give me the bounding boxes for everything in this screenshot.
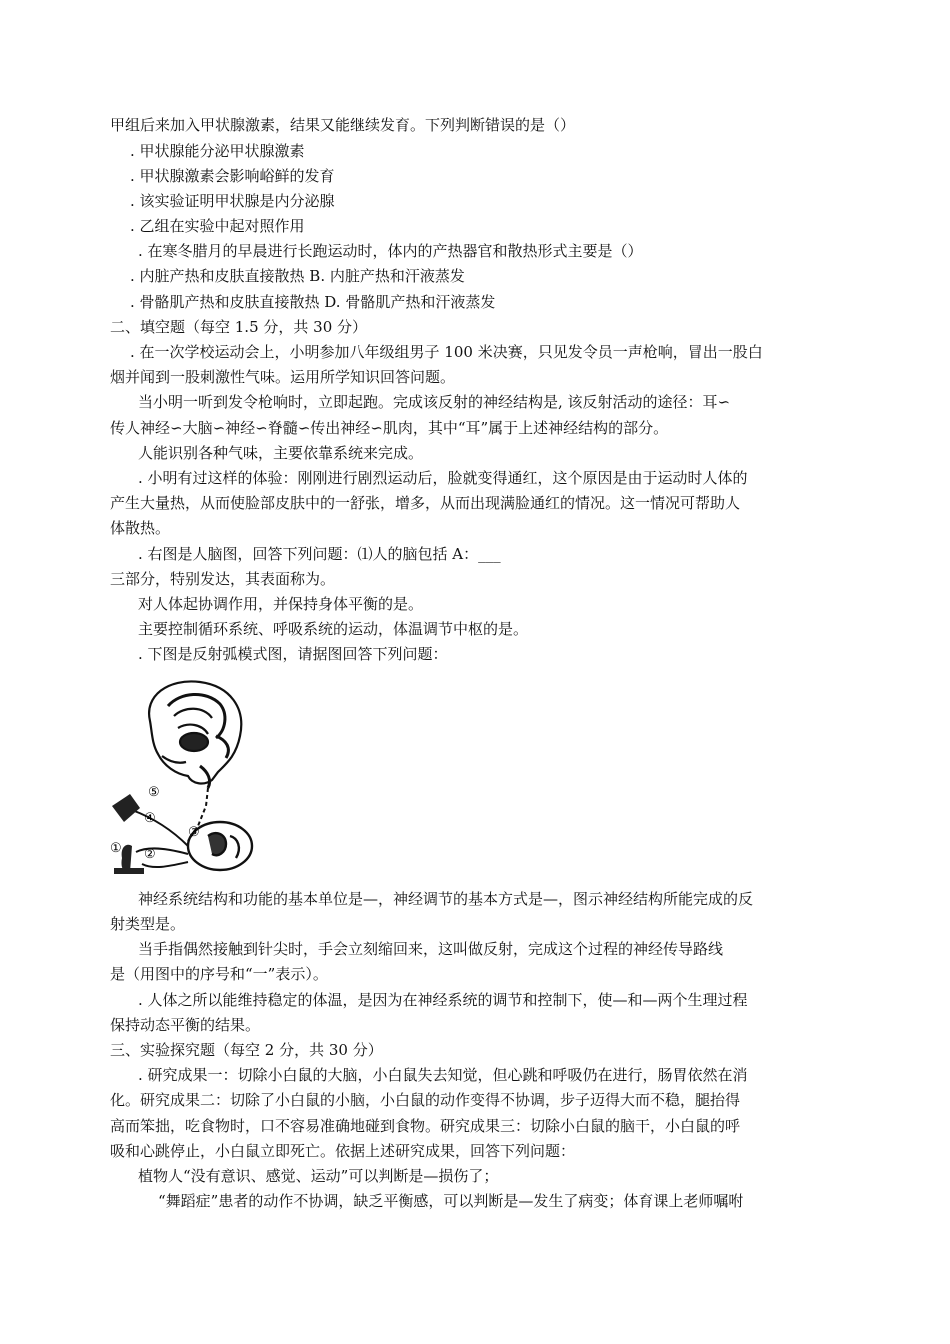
text-line: 对人体起协调作用，并保持身体平衡的是。: [138, 595, 424, 613]
option-line: . 骨骼肌产热和皮肤直接散热 D. 骨骼肌产热和汗液蒸发: [130, 293, 496, 311]
question-line: . 右图是人脑图，回答下列问题：⑴人的脑包括 A：___: [138, 545, 501, 563]
option-line: . 甲状腺能分泌甲状腺激素: [130, 142, 305, 160]
question-line: . 研究成果一：切除小白鼠的大脑，小白鼠失去知觉，但心跳和呼吸仍在进行，肠胃依然在消: [138, 1066, 748, 1084]
text-line: 植物人“没有意识、感觉、运动”可以判断是—损伤了；: [138, 1167, 499, 1185]
question-line: . 下图是反射弧模式图，请据图回答下列问题：: [138, 645, 448, 663]
text-line: 人能识别各种气味，主要依靠系统来完成。: [138, 444, 424, 462]
text-line: 射类型是。: [110, 915, 186, 933]
option-line: . 该实验证明甲状腺是内分泌腺: [130, 192, 335, 210]
label-5: ⑤: [148, 785, 160, 800]
text-line: 神经系统结构和功能的基本单位是—，神经调节的基本方式是—，图示神经结构所能完成的反: [138, 890, 754, 908]
text-line: 三部分，特别发达，其表面称为。: [110, 570, 336, 588]
question-line: . 人体之所以能维持稳定的体温，是因为在神经系统的调节和控制下，使—和—两个生理过程: [138, 991, 748, 1009]
text-line: 产生大量热，从而使脸部皮肤中的一舒张，增多，从而出现满脸通红的情况。这一情况可帮助人: [110, 494, 741, 512]
label-2: ②: [144, 847, 156, 862]
text-line: 化。研究成果二：切除了小白鼠的小脑，小白鼠的动作变得不协调，步子迈得大而不稳，腿抬得: [110, 1091, 741, 1109]
question-line: . 在一次学校运动会上，小明参加八年级组男子 100 米决赛，只见发令员一声枪响，冒出一股白: [130, 343, 763, 361]
option-line: . 内脏产热和皮肤直接散热 B. 内脏产热和汗液蒸发: [130, 267, 465, 285]
question-line: . 在寒冬腊月的早晨进行长跑运动时，体内的产热器官和散热形式主要是（）: [138, 242, 643, 260]
question-line: . 小明有过这样的体验：刚刚进行剧烈运动后，脸就变得通红，这个原因是由于运动时人体的: [138, 469, 748, 487]
section-heading: 三、实验探究题（每空 2 分，共 30 分）: [110, 1041, 383, 1059]
text-line: 体散热。: [110, 519, 171, 537]
text-line: 是（用图中的序号和“一”表示）。: [110, 965, 328, 983]
text-line: “舞蹈症”患者的动作不协调，缺乏平衡感，可以判断是—发生了病变；体育课上老师嘱咐: [158, 1192, 744, 1210]
option-line: . 乙组在实验中起对照作用: [130, 217, 305, 235]
nerve-fibers: [132, 810, 188, 867]
text-line: 甲组后来加入甲状腺激素，结果又能继续发育。下列判断错误的是（）: [110, 116, 576, 134]
option-line: . 甲状腺激素会影响峪鲜的发育: [130, 167, 335, 185]
reflex-arc-figure: [108, 676, 258, 881]
label-3: ③: [188, 825, 200, 840]
text-line: 当手指偶然接触到针尖时，手会立刻缩回来，这叫做反射，完成这个过程的神经传导路线: [138, 940, 724, 958]
text-line: 吸和心跳停止，小白鼠立即死亡。依据上述研究成果，回答下列问题：: [110, 1142, 576, 1160]
text-line: 传人神经∽大脑∽神经∽脊髓∽传出神经∽肌肉，其中“耳”属于上述神经结构的部分。: [110, 419, 669, 437]
text-line: 主要控制循环系统、呼吸系统的运动，体温调节中枢的是。: [138, 620, 529, 638]
label-4: ④: [144, 811, 156, 826]
label-1: ①: [110, 841, 122, 856]
section-heading: 二、填空题（每空 1.5 分，共 30 分）: [110, 318, 368, 336]
head-drawing: [149, 681, 241, 788]
text-line: 烟并闻到一股刺激性气味。运用所学知识回答问题。: [110, 368, 456, 386]
text-line: 保持动态平衡的结果。: [110, 1016, 261, 1034]
effector-and-receptor: [112, 794, 144, 874]
text-line: 当小明一听到发令枪响时，立即起跑。完成该反射的神经结构是, 该反射活动的途径：耳∽: [138, 393, 731, 411]
text-line: 高而笨拙，吃食物时，口不容易准确地碰到食物。研究成果三：切除小白鼠的脑干，小白鼠的呼: [110, 1117, 741, 1135]
